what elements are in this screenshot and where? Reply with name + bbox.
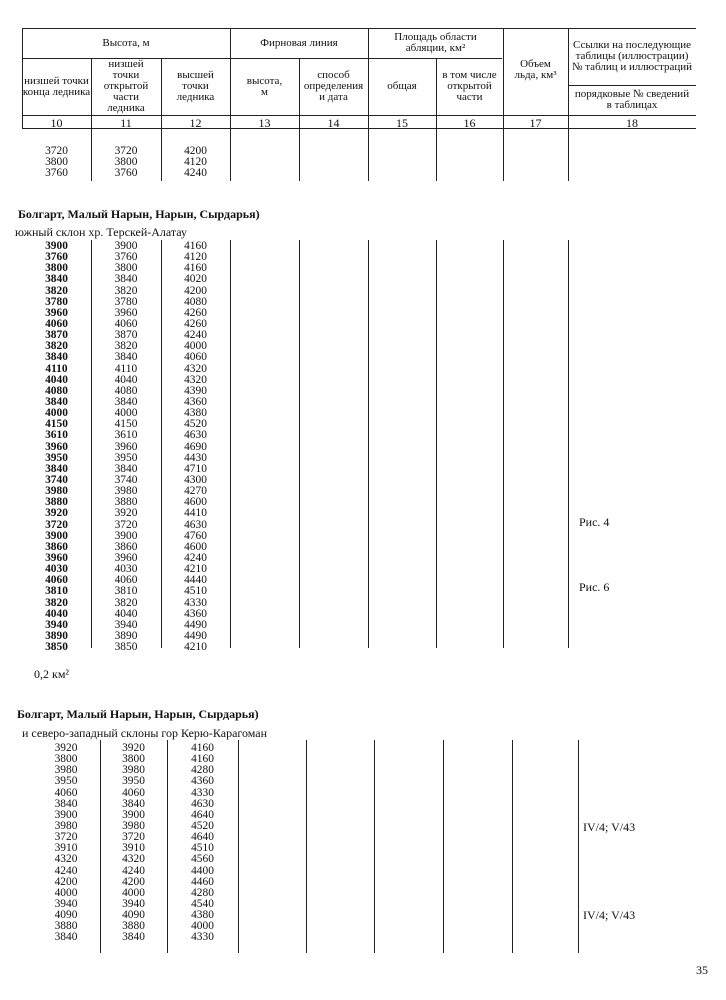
- column-number: 18: [626, 116, 638, 130]
- column-number: 13: [258, 116, 271, 130]
- column-lowest-open: [91, 146, 161, 179]
- header-firn-height: высота, м: [246, 74, 283, 98]
- table-cell: 4710: [184, 462, 207, 475]
- table-cell: 4060: [122, 786, 145, 799]
- table-cell: 3800: [122, 753, 145, 766]
- column-lowest-end: [32, 743, 100, 944]
- table-cell: 3720: [54, 831, 78, 844]
- header-lowest-open: низшей точки открытой части ледника: [103, 58, 149, 114]
- table-cell: 4440: [184, 574, 207, 587]
- header-ablation-group: Площадь области абляции, км²: [394, 31, 477, 54]
- table-cell: 4360: [184, 395, 207, 408]
- table-cell: 3910: [54, 842, 78, 855]
- table-cell: 3800: [45, 156, 68, 169]
- table-cell: 4210: [184, 641, 207, 654]
- table-cell: 3980: [54, 819, 78, 832]
- section-basin-title: Болгарт, Малый Нарын, Нарын, Сырдарья): [17, 707, 259, 721]
- table-cell: 4060: [45, 574, 68, 587]
- table-cell: 4330: [184, 596, 207, 609]
- column-highest: [161, 241, 230, 653]
- table-cell: 4630: [184, 429, 207, 442]
- table-cell: 4210: [184, 563, 207, 576]
- table-cell: 3910: [122, 842, 145, 855]
- table-cell: 3840: [54, 797, 78, 810]
- table-cell: 4520: [184, 418, 207, 431]
- table-cell: 3760: [45, 251, 68, 264]
- column-number: 11: [120, 116, 132, 130]
- table-cell: 3900: [122, 808, 145, 821]
- column-lowest-open: [91, 241, 161, 653]
- table-cell: 4110: [114, 362, 138, 375]
- table-cell: 4640: [191, 831, 214, 844]
- table-cell: 3950: [114, 451, 138, 464]
- table-cell: 3920: [54, 742, 78, 754]
- table-cell: 4270: [184, 485, 207, 498]
- table-cell: 3840: [122, 931, 145, 944]
- table-cell: 3870: [114, 329, 138, 342]
- column-number: 15: [396, 116, 408, 130]
- reference-cell: IV/4; V/43: [583, 908, 636, 922]
- table-cell: 4080: [184, 295, 207, 308]
- table-cell: 3900: [114, 240, 138, 252]
- table-cell: 4540: [191, 897, 214, 910]
- table-cell: 3840: [45, 395, 68, 408]
- table-cell: 4240: [184, 551, 207, 564]
- table-cell: 3920: [114, 507, 138, 520]
- table-cell: 3820: [45, 340, 68, 353]
- column-number: 17: [529, 116, 542, 130]
- table-cell: 4260: [184, 317, 207, 330]
- table-cell: 3840: [45, 462, 68, 475]
- table-cell: 3880: [122, 920, 145, 933]
- reference-cell: IV/4; V/43: [583, 820, 636, 834]
- table-cell: 4240: [54, 864, 78, 877]
- header-firn-method: способ определения и дата: [303, 69, 364, 103]
- table-cell: 3820: [114, 284, 138, 297]
- table-cell: 4030: [45, 563, 68, 576]
- table-cell: 4090: [54, 909, 78, 922]
- table-cell: 3820: [114, 596, 138, 609]
- table-cell: 3800: [54, 753, 78, 766]
- table-cell: 4280: [191, 764, 214, 777]
- column-lowest-end: [22, 241, 91, 653]
- table-cell: 4490: [184, 629, 207, 642]
- column-number: 14: [327, 116, 340, 130]
- table-cell: 3960: [45, 440, 68, 453]
- page-number: 35: [696, 963, 708, 977]
- table-cell: 4320: [122, 853, 145, 866]
- table-cell: 3820: [114, 340, 138, 353]
- section-slope-caption: южный склон хр. Терскей-Алатау: [15, 225, 188, 239]
- column-number: 16: [463, 116, 476, 130]
- column-highest: [161, 146, 230, 179]
- table-cell: 4320: [184, 373, 207, 386]
- table-cell: 4380: [191, 909, 214, 922]
- header-lowest-end: низшей точки конца ледника: [22, 74, 91, 98]
- table-cell: 3720: [114, 518, 138, 531]
- table-cell: 4360: [184, 607, 207, 620]
- table-cell: 3870: [45, 329, 68, 342]
- table-cell: 4320: [184, 362, 207, 375]
- table-cell: 3780: [114, 295, 138, 308]
- table-cell: 3820: [45, 284, 68, 297]
- header-refs-group: Ссылки на последующие таблицы (иллюстрации) № таблиц и иллюстраций: [572, 39, 692, 73]
- table-cell: 3980: [114, 485, 138, 498]
- reference-cell: Рис. 6: [579, 580, 610, 594]
- table-cell: 3810: [114, 585, 138, 598]
- table-cell: 3610: [114, 429, 138, 442]
- table-cell: 4240: [122, 864, 145, 877]
- table-cell: 4120: [184, 156, 207, 169]
- table-cell: 4690: [184, 440, 207, 453]
- table-cell: 4000: [191, 920, 214, 933]
- table-cell: 4040: [114, 607, 138, 620]
- column-lowest-end: [22, 146, 91, 179]
- table-cell: 4460: [191, 875, 214, 888]
- table-cell: 3900: [54, 808, 78, 821]
- table-cell: 3980: [122, 819, 145, 832]
- table-cell: 3960: [114, 306, 138, 319]
- table-cell: 4630: [191, 797, 214, 810]
- table-cell: 3920: [45, 507, 68, 520]
- table-cell: 4000: [184, 340, 207, 353]
- table-cell: 4490: [184, 618, 207, 631]
- table-cell: 3920: [122, 742, 145, 754]
- table-cell: 4060: [45, 317, 68, 330]
- table-cell: 3950: [54, 775, 78, 788]
- table-cell: 3840: [114, 395, 138, 408]
- table-cell: 4240: [184, 167, 207, 180]
- table-cell: 3820: [45, 596, 68, 609]
- table-cell: 4200: [184, 145, 207, 157]
- table-cell: 4760: [184, 529, 207, 542]
- table-cell: 4600: [184, 540, 207, 553]
- table-cell: 3720: [114, 145, 138, 157]
- table-cell: 4280: [191, 886, 214, 899]
- table-cell: 4150: [45, 418, 68, 431]
- table-cell: 4060: [114, 574, 138, 587]
- table-cell: 3950: [122, 775, 145, 788]
- table-cell: 3940: [54, 897, 78, 910]
- table-cell: 4240: [184, 329, 207, 342]
- table-cell: 4030: [114, 563, 138, 576]
- header-height-group: Высота, м: [102, 36, 150, 49]
- table-cell: 3860: [114, 540, 138, 553]
- table-cell: 3840: [54, 931, 78, 944]
- table-cell: 4520: [191, 819, 214, 832]
- table-cell: 4060: [54, 786, 78, 799]
- column-highest: [167, 743, 238, 944]
- header-volume: Объем льда, км³: [514, 58, 557, 81]
- table-cell: 3840: [114, 462, 138, 475]
- table-cell: 3890: [45, 629, 68, 642]
- table-cell: 3760: [114, 167, 138, 180]
- table-cell: 4000: [54, 886, 78, 899]
- table-cell: 3740: [45, 473, 68, 486]
- table-cell: 4040: [114, 373, 138, 386]
- table-cell: 3840: [114, 273, 138, 286]
- table-cell: 4200: [184, 284, 207, 297]
- table-cell: 3940: [114, 618, 138, 631]
- table-cell: 3980: [122, 764, 145, 777]
- table-cell: 3840: [122, 797, 145, 810]
- table-cell: 4260: [184, 306, 207, 319]
- table-cell: 3900: [45, 529, 68, 542]
- table-cell: 4390: [184, 384, 207, 397]
- area-note: 0,2 км²: [34, 667, 70, 681]
- table-cell: 3950: [45, 451, 68, 464]
- table-cell: 3880: [114, 496, 138, 509]
- header-ablation-total: общая: [387, 80, 417, 92]
- table-cell: 4160: [184, 240, 207, 252]
- table-cell: 3780: [45, 295, 68, 308]
- header-ablation-open: в том числе открытой части: [442, 69, 497, 103]
- header-firn-group: Фирновая линия: [260, 36, 338, 49]
- table-cell: 4300: [184, 473, 207, 486]
- table-cell: 3850: [45, 641, 68, 654]
- table-cell: 4150: [114, 418, 138, 431]
- table-cell: 3850: [114, 641, 138, 654]
- column-lowest-open: [100, 743, 167, 944]
- table-cell: 4080: [114, 384, 138, 397]
- table-cell: 4000: [114, 407, 138, 420]
- table-cell: 4330: [191, 931, 214, 944]
- table-cell: 4110: [45, 362, 68, 375]
- table-cell: 4160: [191, 742, 214, 754]
- table-cell: 3960: [114, 551, 138, 564]
- table-cell: 3760: [114, 251, 138, 264]
- table-cell: 4400: [191, 864, 214, 877]
- table-cell: 3840: [114, 351, 138, 364]
- table-cell: 3980: [45, 485, 68, 498]
- table-cell: 4060: [184, 351, 207, 364]
- table-cell: 3800: [114, 262, 138, 275]
- table-cell: 4080: [45, 384, 68, 397]
- table-cell: 3980: [54, 764, 78, 777]
- table-cell: 3880: [54, 920, 78, 933]
- table-cell: 4040: [45, 373, 68, 386]
- table-cell: 3610: [45, 429, 68, 442]
- table-cell: 4630: [184, 518, 207, 531]
- table-cell: 4600: [184, 496, 207, 509]
- table-cell: 3840: [45, 273, 68, 286]
- table-cell: 3880: [45, 496, 68, 509]
- table-cell: 4410: [184, 507, 207, 520]
- table-cell: 3900: [45, 240, 68, 252]
- table-cell: 4320: [54, 853, 78, 866]
- table-cell: 3760: [45, 167, 68, 180]
- column-number: 10: [50, 116, 63, 130]
- table-cell: 4160: [184, 262, 207, 275]
- table-cell: 4380: [184, 407, 207, 420]
- table-cell: 4200: [54, 875, 78, 888]
- header-highest: высшей точки ледника: [176, 69, 215, 103]
- table-cell: 4200: [122, 875, 145, 888]
- table-cell: 3960: [45, 306, 68, 319]
- table-cell: 4000: [122, 886, 145, 899]
- table-cell: 4160: [191, 753, 214, 766]
- table-cell: 4120: [184, 251, 207, 264]
- table-cell: 3900: [114, 529, 138, 542]
- table-cell: 3940: [122, 897, 145, 910]
- table-cell: 4000: [45, 407, 68, 420]
- table-cell: 4020: [184, 273, 207, 286]
- header-refs-sub: порядковые № сведений в таблицах: [574, 88, 690, 111]
- table-cell: 4640: [191, 808, 214, 821]
- table-cell: 4510: [191, 842, 214, 855]
- table-cell: 4430: [184, 451, 207, 464]
- section-slope-caption: и северо-западный склоны гор Керю-Карагоман: [22, 726, 268, 740]
- table-cell: 4090: [122, 909, 145, 922]
- table-cell: 3890: [114, 629, 138, 642]
- table-cell: 3720: [45, 145, 68, 157]
- table-cell: 4040: [45, 607, 68, 620]
- section-basin-title: Болгарт, Малый Нарын, Нарын, Сырдарья): [18, 207, 260, 221]
- table-cell: 4330: [191, 786, 214, 799]
- column-number: 12: [189, 116, 202, 130]
- table-cell: 3740: [114, 473, 138, 486]
- table-cell: 3860: [45, 540, 68, 553]
- table-cell: 4560: [191, 853, 214, 866]
- table-cell: 3960: [114, 440, 138, 453]
- table-cell: 3800: [114, 156, 138, 169]
- table-cell: 4360: [191, 775, 214, 788]
- table-cell: 3800: [45, 262, 68, 275]
- table-cell: 4510: [184, 585, 207, 598]
- table-cell: 3720: [122, 831, 145, 844]
- table-cell: 4060: [114, 317, 138, 330]
- table-cell: 3720: [45, 518, 68, 531]
- table-cell: 3840: [45, 351, 68, 364]
- table-cell: 3810: [45, 585, 68, 598]
- table-cell: 3960: [45, 551, 68, 564]
- reference-cell: Рис. 4: [579, 515, 610, 529]
- table-cell: 3940: [45, 618, 68, 631]
